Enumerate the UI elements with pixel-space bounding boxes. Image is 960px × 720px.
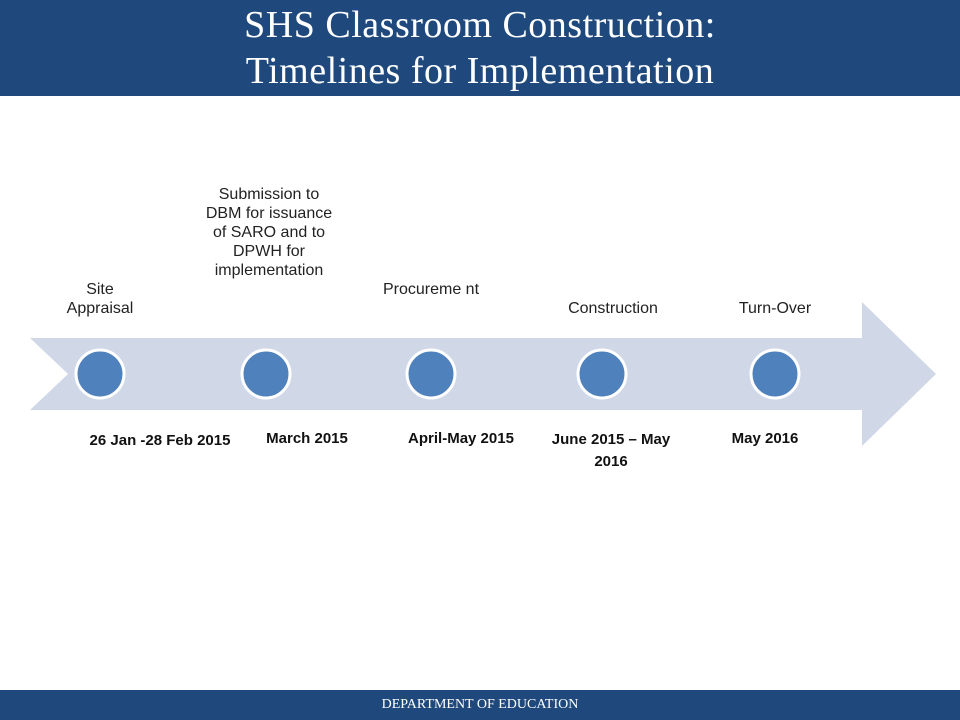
footer-banner: DEPARTMENT OF EDUCATION [0, 690, 960, 720]
stage-date-construction: June 2015 – May 2016 [551, 431, 671, 470]
stage-date-turn-over: May 2016 [731, 430, 799, 447]
stage-date-submission: March 2015 [266, 430, 348, 447]
stage-label-submission: Submission to DBM for issuance of SARO and to DPWH for implementation [205, 186, 333, 279]
timeline-marker-2 [242, 350, 290, 398]
timeline-marker-1 [76, 350, 124, 398]
stage-label-procurement: Procureme nt [382, 281, 480, 298]
title-line-1: SHS Classroom Construction: [244, 4, 716, 46]
stage-label-turn-over: Turn-Over [738, 300, 812, 317]
stage-date-site-appraisal: 26 Jan -28 Feb 2015 [89, 432, 231, 449]
timeline-marker-3 [407, 350, 455, 398]
timeline-marker-5 [751, 350, 799, 398]
stage-date-procurement: April-May 2015 [408, 430, 514, 447]
timeline-marker-4 [578, 350, 626, 398]
stage-label-construction: Construction [568, 300, 658, 317]
title-line-2: Timelines for Implementation [245, 50, 715, 92]
stage-label-site-appraisal: Site Appraisal [66, 281, 134, 317]
